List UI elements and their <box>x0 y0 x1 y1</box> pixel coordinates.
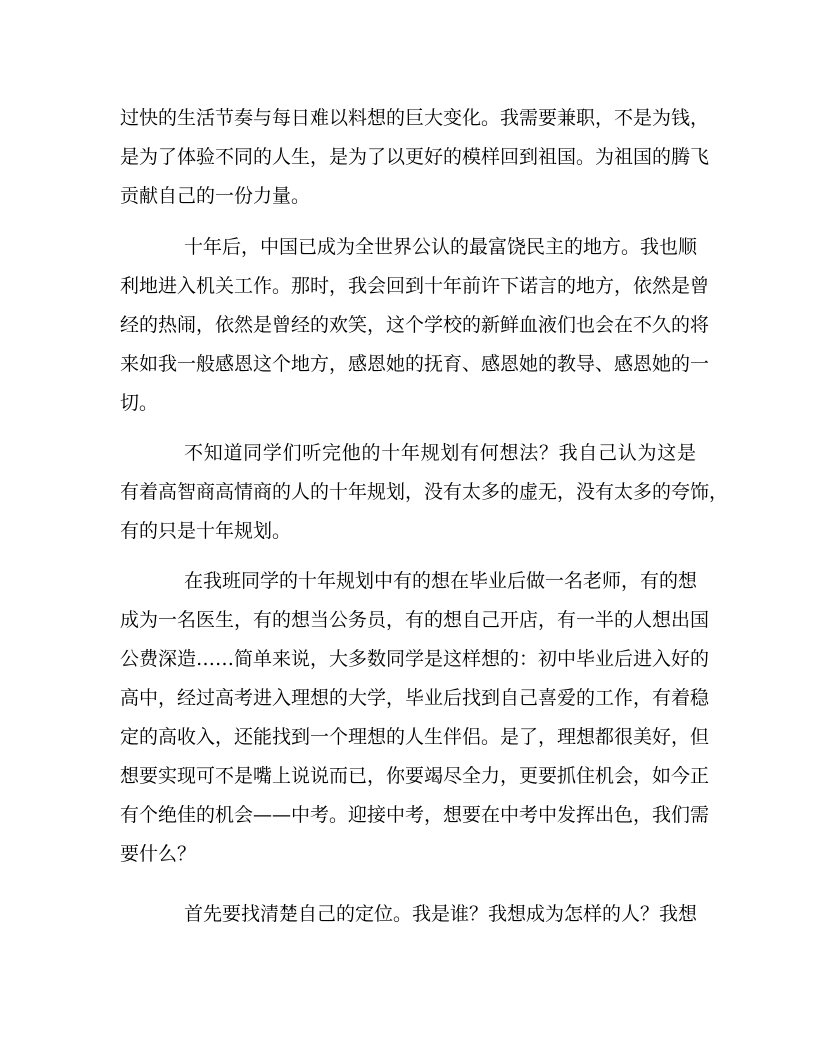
text-line: 是为了体验不同的人生，是为了以更好的模样回到祖国。为祖国的腾飞 <box>120 146 710 168</box>
text-line: 定的高收入，还能找到一个理想的人生伴侣。是了，理想都很美好，但 <box>120 726 710 748</box>
text-line: 不知道同学们听完他的十年规划有何想法？我自己认为这是 <box>184 442 696 464</box>
text-line: 有的只是十年规划。 <box>120 520 292 542</box>
text-line: 过快的生活节奏与每日难以料想的巨大变化。我需要兼职，不是为钱， <box>120 107 710 129</box>
text-line: 利地进入机关工作。那时，我会回到十年前许下诺言的地方，依然是曾 <box>120 275 710 297</box>
text-line: 来如我一般感恩这个地方，感恩她的抚育、感恩她的教导、感恩她的一 <box>120 353 710 375</box>
text-line: 经的热闹，依然是曾经的欢笑，这个学校的新鲜血液们也会在不久的将 <box>120 314 710 336</box>
text-line: 切。 <box>120 392 159 414</box>
text-line: 公费深造……简单来说，大多数同学是这样想的：初中毕业后进入好的 <box>120 648 710 670</box>
text-line: 十年后，中国已成为全世界公认的最富饶民主的地方。我也顺 <box>184 236 698 258</box>
text-line: 有着高智商高情商的人的十年规划，没有太多的虚无，没有太多的夸饰， <box>120 481 729 503</box>
text-line: 成为一名医生，有的想当公务员，有的想自己开店，有一半的人想出国 <box>120 609 710 631</box>
text-line: 贡献自己的一份力量。 <box>120 185 311 207</box>
text-line: 在我班同学的十年规划中有的想在毕业后做一名老师，有的想 <box>184 570 698 592</box>
text-line: 要什么？ <box>120 843 197 865</box>
text-line: 想要实现可不是嘴上说说而已，你要竭尽全力，更要抓住机会，如今正 <box>120 765 710 787</box>
text-line: 高中，经过高考进入理想的大学，毕业后找到自己喜爱的工作，有着稳 <box>120 687 710 709</box>
text-line: 首先要找清楚自己的定位。我是谁？我想成为怎样的人？我想 <box>184 903 698 925</box>
text-line: 有个绝佳的机会——中考。迎接中考，想要在中考中发挥出色，我们需 <box>120 804 710 826</box>
